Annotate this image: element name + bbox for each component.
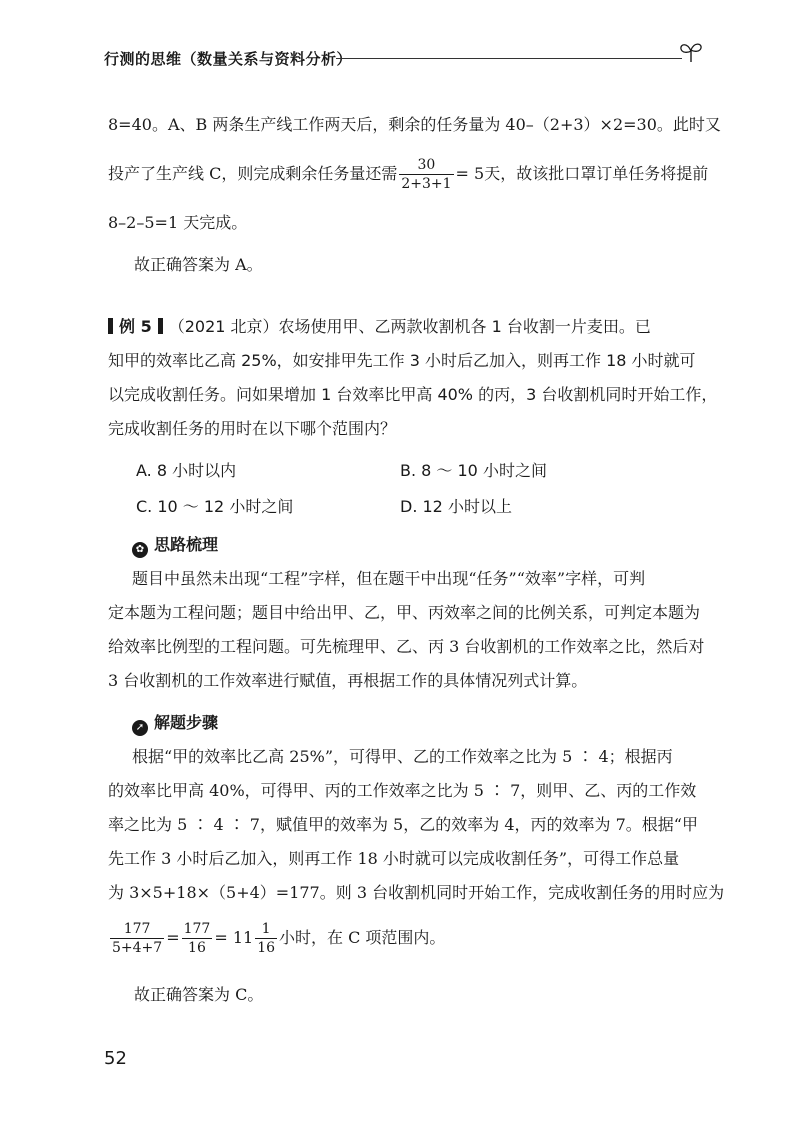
fraction-den: 16 (188, 940, 206, 956)
option-a: A. 8 小时以内 (136, 461, 237, 480)
solution-tail: 小时，在 C 项范围内。 (279, 928, 446, 947)
mixed-number-whole: = 11 (214, 928, 254, 947)
example-line-2: 知甲的效率比乙高 25%，如安排甲先工作 3 小时后乙加入，则再工作 18 小时就可 (108, 351, 696, 370)
fraction-num: 1 (255, 920, 277, 939)
prev-line-1: 8=40。A、B 两条生产线工作两天后，剩余的任务量为 40–（2+3）×2=30。此时又 (108, 115, 721, 134)
prev-line-2 (108, 156, 708, 193)
fraction-177-sum (110, 920, 164, 957)
thinking-line-2: 定本题为工程问题；题目中给出甲、乙，甲、丙效率之间的比例关系，可判定本题为 (108, 603, 701, 622)
example-bar-left (108, 318, 113, 334)
fraction-den: 16 (257, 940, 276, 956)
example-line-4: 完成收割任务的用时在以下哪个范围内？ (108, 419, 397, 438)
example-line-1 (108, 316, 651, 338)
fraction-num: 30 (399, 156, 453, 175)
gear-icon: ✿ (132, 542, 148, 558)
solution-line-3: 率之比为 5 ∶ 4 ∶ 7，赋值甲的效率为 5，乙的效率为 4，丙的效率为 7。根据“甲 (108, 815, 698, 834)
page-number: 52 (104, 1048, 127, 1069)
solution-line-2: 的效率比甲高 40%，可得甲、丙的工作效率之比为 5 ∶ 7，则甲、乙、丙的工作效 (108, 781, 697, 800)
solution-line-6 (108, 920, 445, 957)
option-d: D. 12 小时以上 (400, 497, 512, 516)
prev-line-2a: 投产了生产线 C，则完成剩余任务量还需 (108, 164, 398, 183)
solution-heading (132, 710, 218, 736)
example-bar-right (158, 318, 163, 334)
header-title: 行测的思维（数量关系与资料分析） (104, 50, 353, 68)
option-c: C. 10 ～ 12 小时之间 (136, 497, 294, 516)
header-rule (336, 58, 682, 59)
solution-line-1: 根据“甲的效率比乙高 25%”，可得甲、乙的工作效率之比为 5 ∶ 4；根据丙 (132, 747, 673, 766)
fraction-num: 177 (110, 920, 164, 939)
solution-answer: 故正确答案为 C。 (134, 985, 264, 1004)
fraction-den: 2+3+1 (401, 176, 452, 192)
example-label: 例 5 (119, 317, 152, 336)
thinking-title: 思路梳理 (154, 535, 219, 554)
sprout-icon (678, 38, 704, 64)
fraction-177-16 (182, 920, 213, 957)
prev-answer: 故正确答案为 A。 (134, 255, 263, 274)
option-b: B. 8 ～ 10 小时之间 (400, 461, 547, 480)
compass-icon: ➚ (132, 720, 148, 736)
prev-line-2b: = 5天，故该批口罩订单任务将提前 (455, 164, 709, 183)
fraction-num: 177 (183, 921, 211, 937)
thinking-line-4: 3 台收割机的工作效率进行赋值，再根据工作的具体情况列式计算。 (108, 671, 588, 690)
fraction-1-16 (255, 920, 277, 957)
solution-line-5: 为 3×5+18×（5+4）=177。则 3 台收割机同时开始工作，完成收割任务的用时应为 (108, 883, 725, 902)
running-header (104, 44, 704, 74)
example-text-1: （2021 北京）农场使用甲、乙两款收割机各 1 台收割一片麦田。已 (168, 317, 651, 336)
equals-sign: = (166, 928, 180, 947)
fraction-30 (399, 156, 453, 193)
thinking-line-1: 题目中虽然未出现“工程”字样，但在题干中出现“任务”“效率”字样，可判 (132, 569, 646, 588)
thinking-heading (132, 532, 218, 558)
solution-title: 解题步骤 (154, 713, 219, 732)
prev-line-3: 8–2–5=1 天完成。 (108, 213, 248, 232)
example-line-3: 以完成收割任务。问如果增加 1 台效率比甲高 40% 的丙，3 台收割机同时开始工作， (108, 385, 718, 404)
fraction-den: 5+4+7 (112, 940, 163, 956)
thinking-line-3: 给效率比例型的工程问题。可先梳理甲、乙、丙 3 台收割机的工作效率之比，然后对 (108, 637, 705, 656)
solution-line-4: 先工作 3 小时后乙加入，则再工作 18 小时就可以完成收割任务”，可得工作总量 (108, 849, 680, 868)
